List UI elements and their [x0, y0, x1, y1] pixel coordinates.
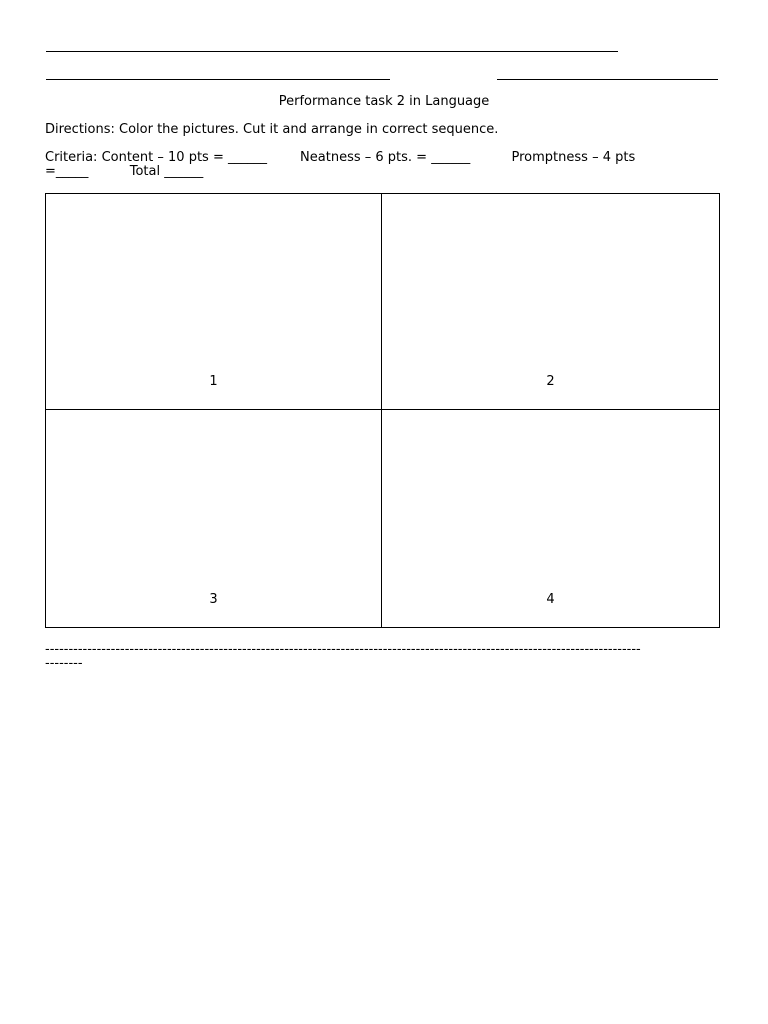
cell-number: 4	[546, 592, 555, 607]
worksheet-title: Performance task 2 in Language	[278, 94, 490, 109]
date-blank-line	[497, 79, 718, 80]
directions-text: Directions: Color the pictures. Cut it and arrange in correct sequence.	[45, 122, 499, 137]
cut-line: -------------------------------------------------------------------------------------------------------------------------------	[45, 642, 641, 657]
picture-cell-1	[46, 194, 382, 410]
criteria-text-line1: Criteria: Content – 10 pts = ______ Neatness – 6 pts. = ______ Promptness – 4 pts	[45, 150, 636, 165]
cut-line-continuation: --------	[45, 656, 83, 671]
cell-number: 3	[209, 592, 218, 607]
picture-cell-3	[46, 410, 382, 627]
name-blank-line	[46, 51, 618, 52]
cell-number: 2	[546, 374, 555, 389]
picture-grid	[45, 193, 720, 628]
picture-cell-4	[382, 410, 719, 627]
section-blank-line	[46, 79, 390, 80]
criteria-text-line2: =_____ Total ______	[45, 164, 204, 179]
cell-number: 1	[209, 374, 218, 389]
picture-cell-2	[382, 194, 719, 410]
